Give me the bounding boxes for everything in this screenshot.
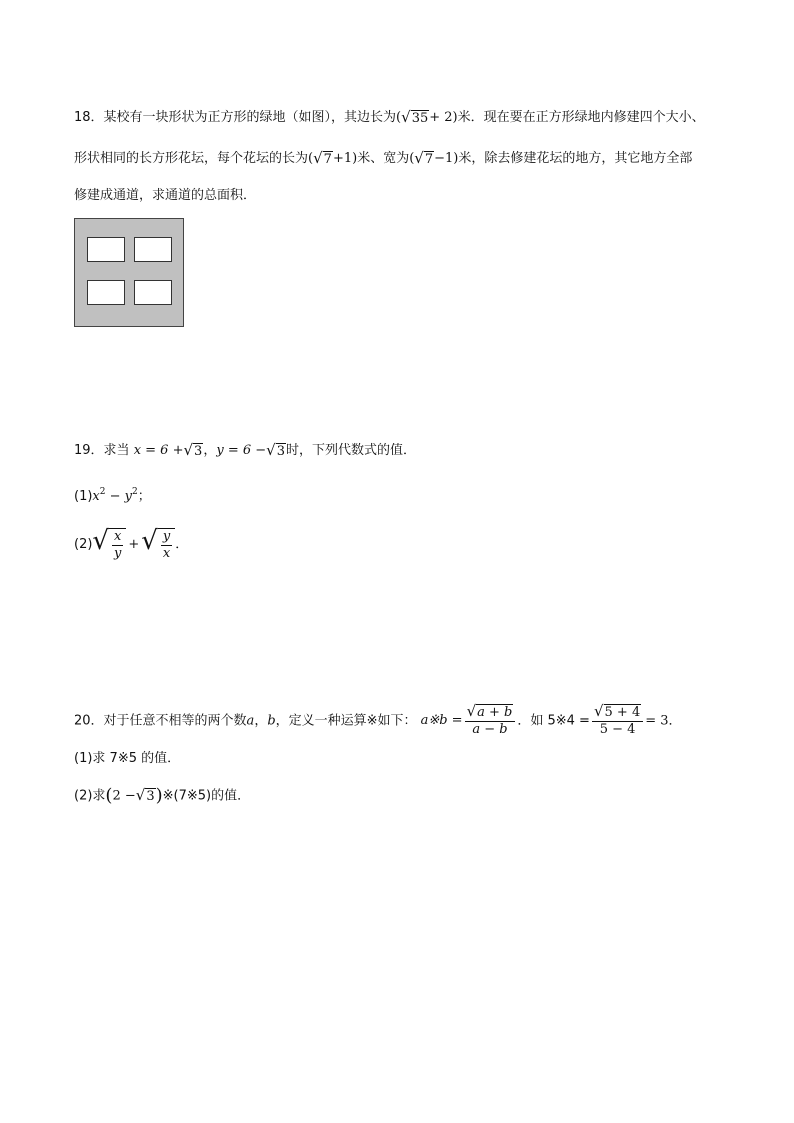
sqrt-7-a: √ 7 — [313, 148, 332, 167]
sqrt-35-value: 35 — [411, 110, 429, 126]
q18-expr-length: +1) — [332, 151, 358, 166]
green-square-figure — [74, 218, 184, 327]
q19-text-b: 时，下列代数式的值． — [286, 443, 417, 458]
sqrt-7-a-value: 7 — [323, 151, 332, 167]
sqrt-3-c: √ 3 — [135, 786, 155, 804]
q19-x-eq: x = 6 + — [133, 443, 184, 458]
q19-p2-label: (2) — [74, 537, 93, 552]
q20-var-a: a — [246, 713, 255, 729]
sqrt-7-b-value: 7 — [424, 151, 434, 167]
q20-def-lhs: a※b = — [420, 713, 463, 729]
sqrt-3-c-value: 3 — [146, 789, 155, 804]
q19-p1-label: (1) — [74, 489, 93, 504]
sqrt-7-b: √ 7 — [414, 148, 434, 167]
flower-bed-4 — [134, 280, 172, 305]
q18-expr-rest: + 2) — [429, 110, 458, 125]
q19-part-2 — [74, 528, 188, 560]
q18-text-1b: 米．现在要在正方形绿地内修建四个大小、 — [457, 110, 705, 125]
q20-comma: ， — [254, 713, 268, 729]
q19-p1-exp-y: 2 — [132, 487, 138, 497]
q19-text-a: 19．求当 — [74, 443, 130, 458]
q20-var-b: b — [267, 713, 276, 729]
sqrt-3-b-value: 3 — [276, 443, 285, 459]
q20-ex-den: 5 − 4 — [599, 721, 636, 737]
q19-p1-end: ； — [137, 489, 151, 504]
flower-bed-1 — [87, 237, 125, 262]
frac2-den: x — [162, 546, 171, 561]
q20-mid: ．如 5※4 = — [517, 713, 590, 729]
q20-example-fraction: √ 5 + 4 5 − 4 — [592, 704, 643, 738]
q18-line-2: 形状相同的长方形花坛，每个花坛的长为( √ 7 +1)米、宽为( √ 7 −1)米，除去修建花坛的地方，其它地方全部 — [74, 148, 693, 167]
q19-y-eq: y = 6 − — [216, 443, 267, 458]
q20-p2-inner: 2 − — [112, 788, 136, 804]
q19-p1-exp-x: 2 — [99, 487, 106, 497]
q19-p1-y: y — [124, 489, 133, 504]
q18-text-2b: 米、宽为 — [357, 151, 410, 166]
q18-line-1 — [74, 108, 705, 128]
frac2-num: y — [162, 529, 171, 544]
sqrt-3-b: √ 3 — [266, 440, 285, 459]
q20-part-1: (1)求 7※5 的值． — [74, 751, 181, 766]
q19-intro — [74, 441, 416, 461]
q20-intro — [74, 704, 682, 738]
q19-p2-plus: + — [128, 537, 140, 552]
q20-p2-a: (2)求 — [74, 788, 106, 804]
q18-text-1a: 18．某校有一块形状为正方形的绿地（如图），其边长为 — [74, 110, 397, 125]
q18-expr-width: −1) — [434, 151, 459, 166]
flower-bed-2 — [134, 237, 172, 262]
frac1-den: y — [114, 546, 122, 561]
sqrt-3-a-value: 3 — [194, 443, 203, 459]
q20-def-fraction: √ a + b a − b — [465, 704, 516, 738]
flower-bed-3 — [87, 280, 125, 305]
q20-ex-num: 5 + 4 — [604, 705, 641, 720]
q19-p1-x: x — [92, 489, 100, 504]
q20-part-2: (2)求(2 − √ 3 )※(7※5)的值． — [74, 785, 251, 806]
q18-line-3: 修建成通道，求通道的总面积． — [74, 188, 257, 203]
sqrt-3-a: √ 3 — [183, 440, 203, 459]
q18-text-2c: 米，除去修建花坛的地方，其它地方全部 — [458, 151, 693, 166]
q18-text-2a: 形状相同的长方形花坛，每个花坛的长为 — [74, 151, 309, 166]
frac1-num: x — [114, 529, 122, 544]
sqrt-y-over-x: √ $\frac{y}{x}$ — [141, 528, 175, 562]
q19-sep: ， — [203, 443, 217, 458]
q19-p1-minus: − — [105, 489, 125, 504]
q20-def-den: a − b — [472, 721, 508, 737]
q18-paren: ( — [396, 110, 402, 125]
q20-text-b: ，定义一种运算※如下： — [275, 713, 417, 729]
q20-p2-b: ※(7※5)的值． — [162, 788, 251, 804]
q19-part-1 — [74, 482, 151, 507]
sqrt-35: √ 35 — [401, 107, 429, 126]
sqrt-x-over-y: √ $\frac{x}{y}$ — [92, 528, 126, 562]
q20-ex-result: = 3． — [645, 713, 682, 729]
q20-text-a: 20．对于任意不相等的两个数 — [74, 713, 247, 729]
q20-def-num: a + b — [477, 705, 513, 720]
q19-p2-end: ． — [175, 537, 189, 552]
